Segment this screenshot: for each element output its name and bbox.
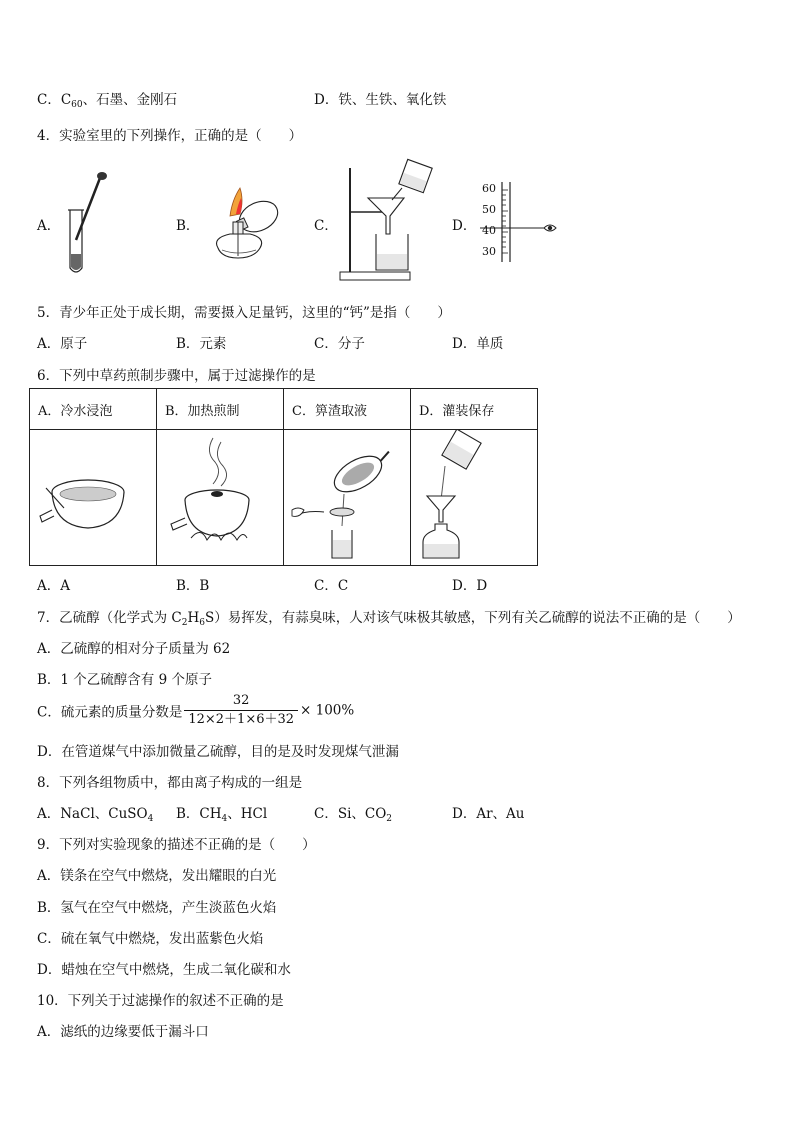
q8-option-a: A．NaCl、CuSO$_4$	[37, 806, 154, 824]
q4-label-a: A．	[37, 218, 61, 234]
q4-label-c: C．	[314, 218, 338, 234]
q3-option-d: D．铁、生铁、氧化铁	[314, 92, 447, 108]
q9-option-d: D．蜡烛在空气中燃烧，生成二氧化碳和水	[37, 962, 291, 978]
cylinder-tick-60: 60	[482, 182, 496, 195]
q10-stem: 10．下列关于过滤操作的叙述不正确的是	[37, 993, 284, 1009]
q8-option-c: C．Si、$CO_2$	[314, 806, 393, 824]
q4-label-d: D．	[452, 218, 477, 234]
q5-option-c: C．分子	[314, 336, 365, 352]
step-header-c: C．箅渣取液	[284, 389, 411, 430]
q10-option-a: A．滤纸的边缘要低于漏斗口	[37, 1024, 209, 1040]
mass-fraction-formula: $\frac{32}{12\times 2+1\times 6+32}$	[184, 692, 298, 729]
q9-option-c: C．硫在氧气中燃烧，发出蓝紫色火焰	[37, 931, 264, 947]
q8-option-d: D．Ar、Au	[452, 806, 525, 822]
q6-option-a: A．A	[37, 578, 70, 594]
filtration-setup-image	[336, 158, 441, 284]
q4-stem: 4．实验室里的下列操作，正确的是（ ）	[37, 128, 303, 144]
q6-stem: 6．下列中草药煎制步骤中，属于过滤操作的是	[37, 368, 316, 384]
q9-stem: 9．下列对实验现象的描述不正确的是（ ）	[37, 837, 316, 853]
q5-option-d: D．单质	[452, 336, 504, 352]
q7-stem: 7．乙硫醇（化学式为 $C_2H_6S$）易挥发，有蒜臭味，人对该气味极其敏感，下列有关乙硫醇的说法不正确的是（ ）	[37, 610, 741, 628]
step-image-b	[157, 430, 284, 566]
step-header-d: D．灌装保存	[411, 389, 538, 430]
q9-option-b: B．氢气在空气中燃烧，产生淡蓝色火焰	[37, 900, 277, 916]
step-image-c	[284, 430, 411, 566]
cylinder-tick-50: 50	[482, 203, 496, 216]
alcohol-lamp-lighting-image	[200, 176, 285, 268]
step-header-b: B．加热煎制	[157, 389, 284, 430]
step-image-d	[411, 430, 538, 566]
q6-option-d: D．D	[452, 578, 488, 594]
q6-option-b: B．B	[176, 578, 210, 594]
q7-option-b: B．1 个乙硫醇含有 9 个原子	[37, 672, 212, 688]
step-header-a: A．冷水浸泡	[30, 389, 157, 430]
q4-label-b: B．	[176, 218, 200, 234]
q8-stem: 8．下列各组物质中，都由离子构成的一组是	[37, 775, 303, 791]
cylinder-tick-40: 40	[482, 224, 496, 237]
q5-option-b: B．元素	[176, 336, 227, 352]
cylinder-tick-30: 30	[482, 245, 496, 258]
step-image-a	[30, 430, 157, 566]
test-tube-dropper-image	[62, 170, 112, 276]
q5-stem: 5．青少年正处于成长期，需要摄入足量钙，这里的“钙”是指（ ）	[37, 305, 451, 321]
q3-option-c: C．$C_{60}$、石墨、金刚石	[37, 92, 178, 110]
q6-option-c: C．C	[314, 578, 349, 594]
herb-steps-table	[29, 388, 538, 566]
q7-option-a: A．乙硫醇的相对分子质量为 62	[37, 641, 231, 657]
q5-option-a: A．原子	[37, 336, 88, 352]
q7-option-c: C．硫元素的质量分数是 $\frac{32}{12\times 2+1\times 6+32}$ × 100%	[37, 693, 355, 727]
q8-option-b: B．$CH_4$、HCl	[176, 806, 268, 824]
q9-option-a: A．镁条在空气中燃烧，发出耀眼的白光	[37, 868, 277, 884]
q7-option-d: D．在管道煤气中添加微量乙硫醇，目的是及时发现煤气泄漏	[37, 744, 399, 760]
